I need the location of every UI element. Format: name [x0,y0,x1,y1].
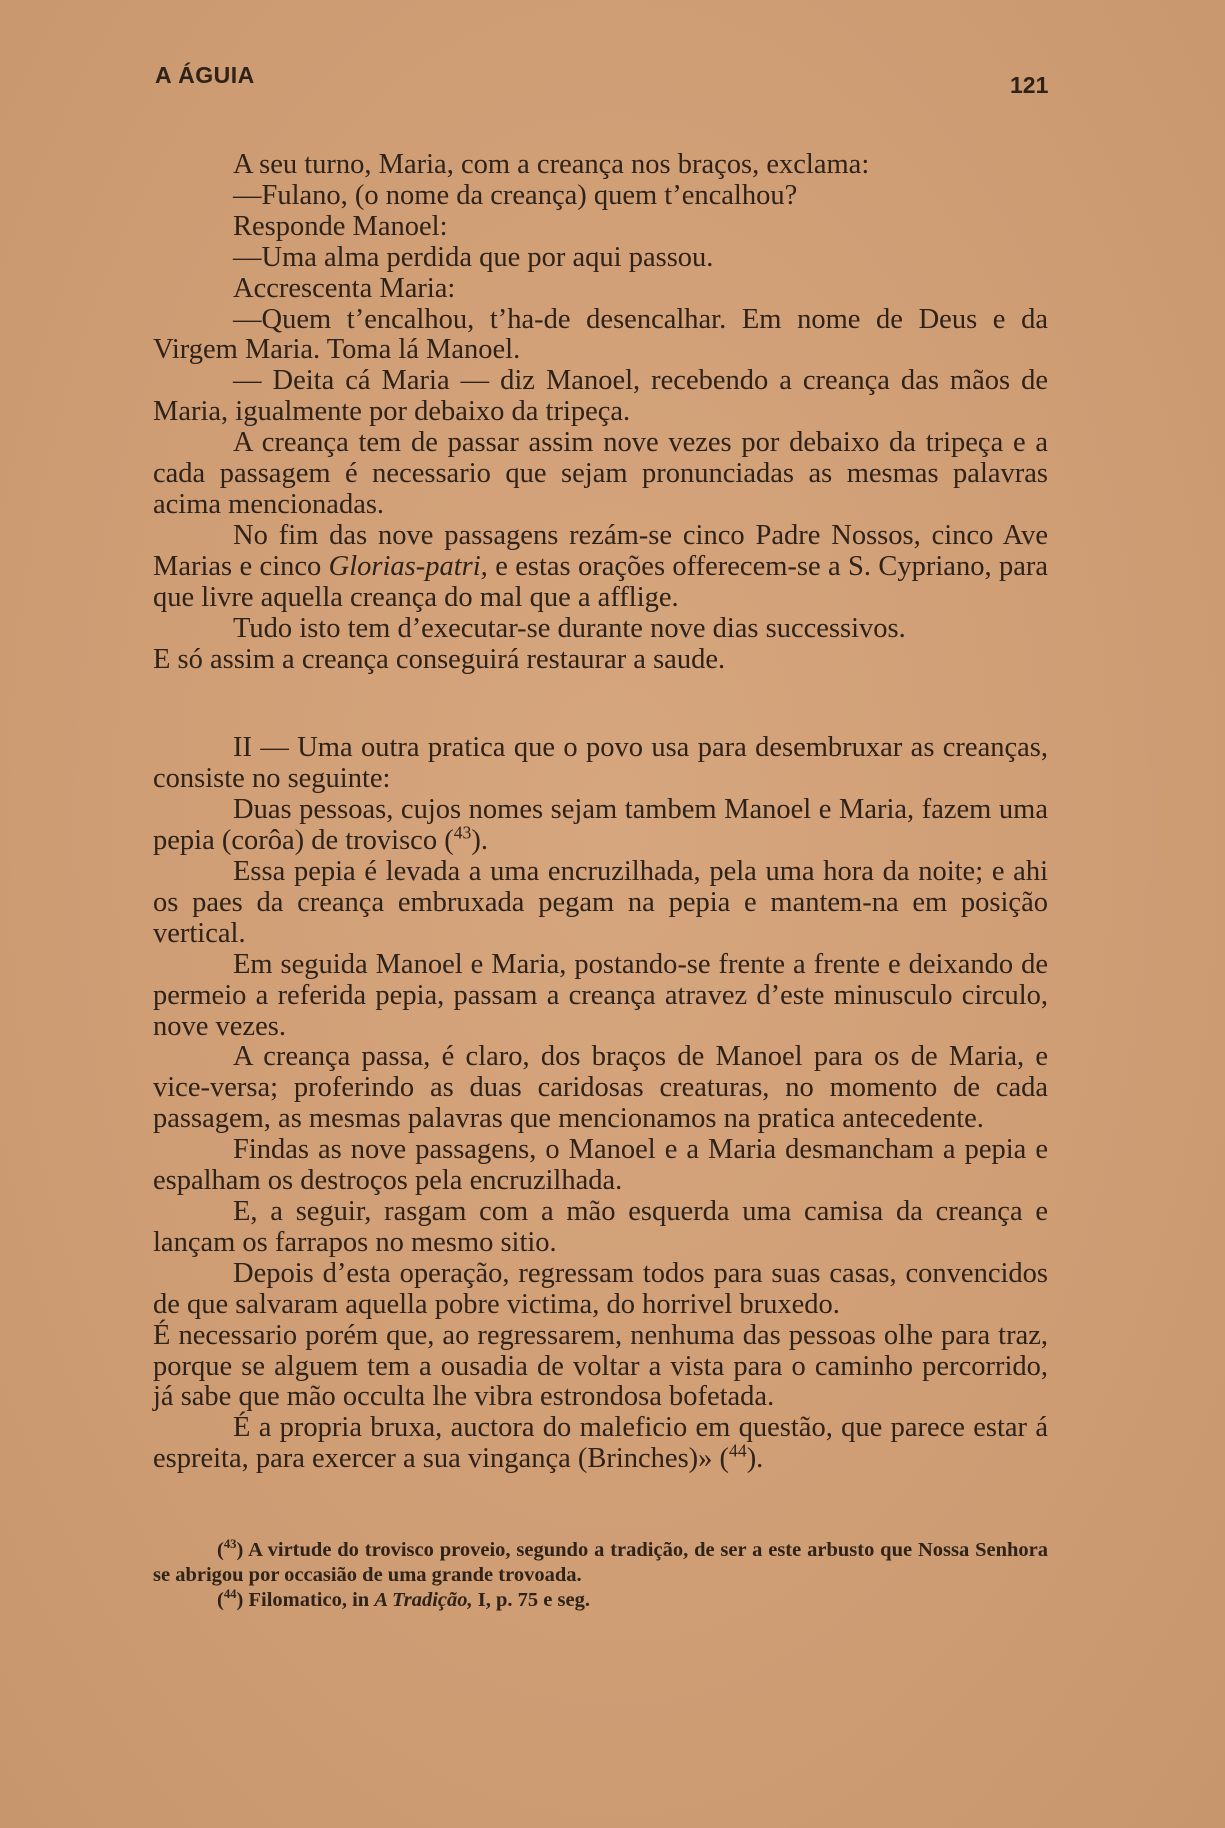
text-run: ) A virtude do trovisco proveio, segundo a tradição, de ser a este arbusto que Nossa Senhora se abrigou por occasião de uma grande trovoada. [153,1539,1048,1586]
body-text [153,150,1048,1475]
paragraph: —Quem t’encalhou, t’ha-de desencalhar. Em nome de Deus e da Virgem Maria. Toma lá Manoel. [153,303,1048,366]
italic-term: Glorias-patri, [328,550,488,582]
paragraph: II — Uma outra pratica que o povo usa para desembruxar as creanças, consiste no seguinte: [153,732,1048,795]
text-run: É a propria bruxa, auctora do maleficio em questão, que parece estar á espreita, para exercer a sua vingança (Brinches)» ( [153,1412,1048,1475]
text-run: ( [217,1589,224,1611]
paragraph: A creança passa, é claro, dos braços de Manoel para os de Maria, e vice-versa; proferindo as duas caridosas creaturas, no momento de cada passagem, as mesmas palavras que mencionamos na pratica antecedente. [153,1041,1048,1135]
footnote-ref: 43 [453,822,472,843]
paragraph: E, a seguir, rasgam com a mão esquerda uma camisa da creança e lançam os farrapos no mesmo sitio. [153,1196,1048,1258]
paragraph: Responde Manoel: [233,210,448,242]
footnotes [153,1538,1048,1613]
paragraph: — Deita cá Maria — diz Manoel, recebendo a creança das mãos de Maria, igualmente por debaixo da tripeça. [153,365,1048,428]
paragraph [153,521,1048,614]
footnote-number: 43 [223,1537,237,1552]
paragraph: A seu turno, Maria, com a creança nos braços, exclama: [233,149,870,180]
text-run: ) Filomatico, in [236,1589,375,1611]
paragraph [153,795,1048,857]
footnote [153,1588,1048,1613]
section-break [153,675,1048,733]
text-run: I, p. 75 e seg. [472,1589,590,1611]
paragraph: Findas as nove passagens, o Manoel e a Maria desmancham a pepia e espalham os destroços pela encruzilhada. [153,1134,1048,1197]
footnote-ref: 44 [729,1440,747,1461]
paragraph: A creança tem de passar assim nove vezes por debaixo da tripeça e a cada passagem é necessario que sejam pronunciadas as mesmas palavras acima mencionadas. [153,427,1048,520]
footnote [153,1538,1048,1588]
paragraph [153,1413,1048,1475]
text-run: ( [217,1539,224,1561]
paragraph: —Fulano, (o nome da creança) quem t’encalhou? [233,179,798,211]
paragraph: Em seguida Manoel e Maria, postando-se frente a frente e deixando de permeio a referida pepia, passam a creança atravez d’este minusculo circulo, nove vezes. [153,948,1048,1042]
page-number: 121 [1010,72,1049,98]
paragraph: Accrescenta Maria: [233,272,456,304]
text-run: Duas pessoas, cujos nomes sejam tambem Manoel e Maria, fazem uma pepia (corôa) de trovisco ( [153,794,1048,857]
footnote-number: 44 [223,1587,237,1602]
paragraph: E só assim a creança conseguirá restaurar a saude. [153,643,726,675]
text-run: e estas orações offerecem-se a S. Cypriano, para que livre aquella creança do mal que a afflige. [153,550,1048,613]
running-title: A ÁGUIA [155,62,255,88]
text-run: No fim das nove passagens rezám-se cinco Padre Nossos, cinco Ave Marias e cinco [153,519,1048,582]
paragraph: É necessario porém que, ao regressarem, nenhuma das pessoas olhe para traz, porque se alguem tem a ousadia de voltar a vista para o caminho percorrido, já sabe que mão occulta lhe vibra estrondosa bofetada. [153,1319,1048,1413]
paragraph: Essa pepia é levada a uma encruzilhada, pela uma hora da noite; e ahi os paes da creança embruxada pegam na pepia e mantem-na em posição vertical. [153,856,1048,949]
paragraph: Depois d’esta operação, regressam todos para suas casas, convencidos de que salvaram aquella pobre victima, do horrivel bruxedo. [153,1257,1048,1320]
text-run: ). [746,1443,764,1475]
text-run: ). [471,825,488,857]
paragraph: Tudo isto tem d’executar-se durante nove dias successivos. [233,612,906,644]
italic-title: A Tradição, [374,1589,473,1611]
paragraph: —Uma alma perdida que por aqui passou. [233,241,714,273]
